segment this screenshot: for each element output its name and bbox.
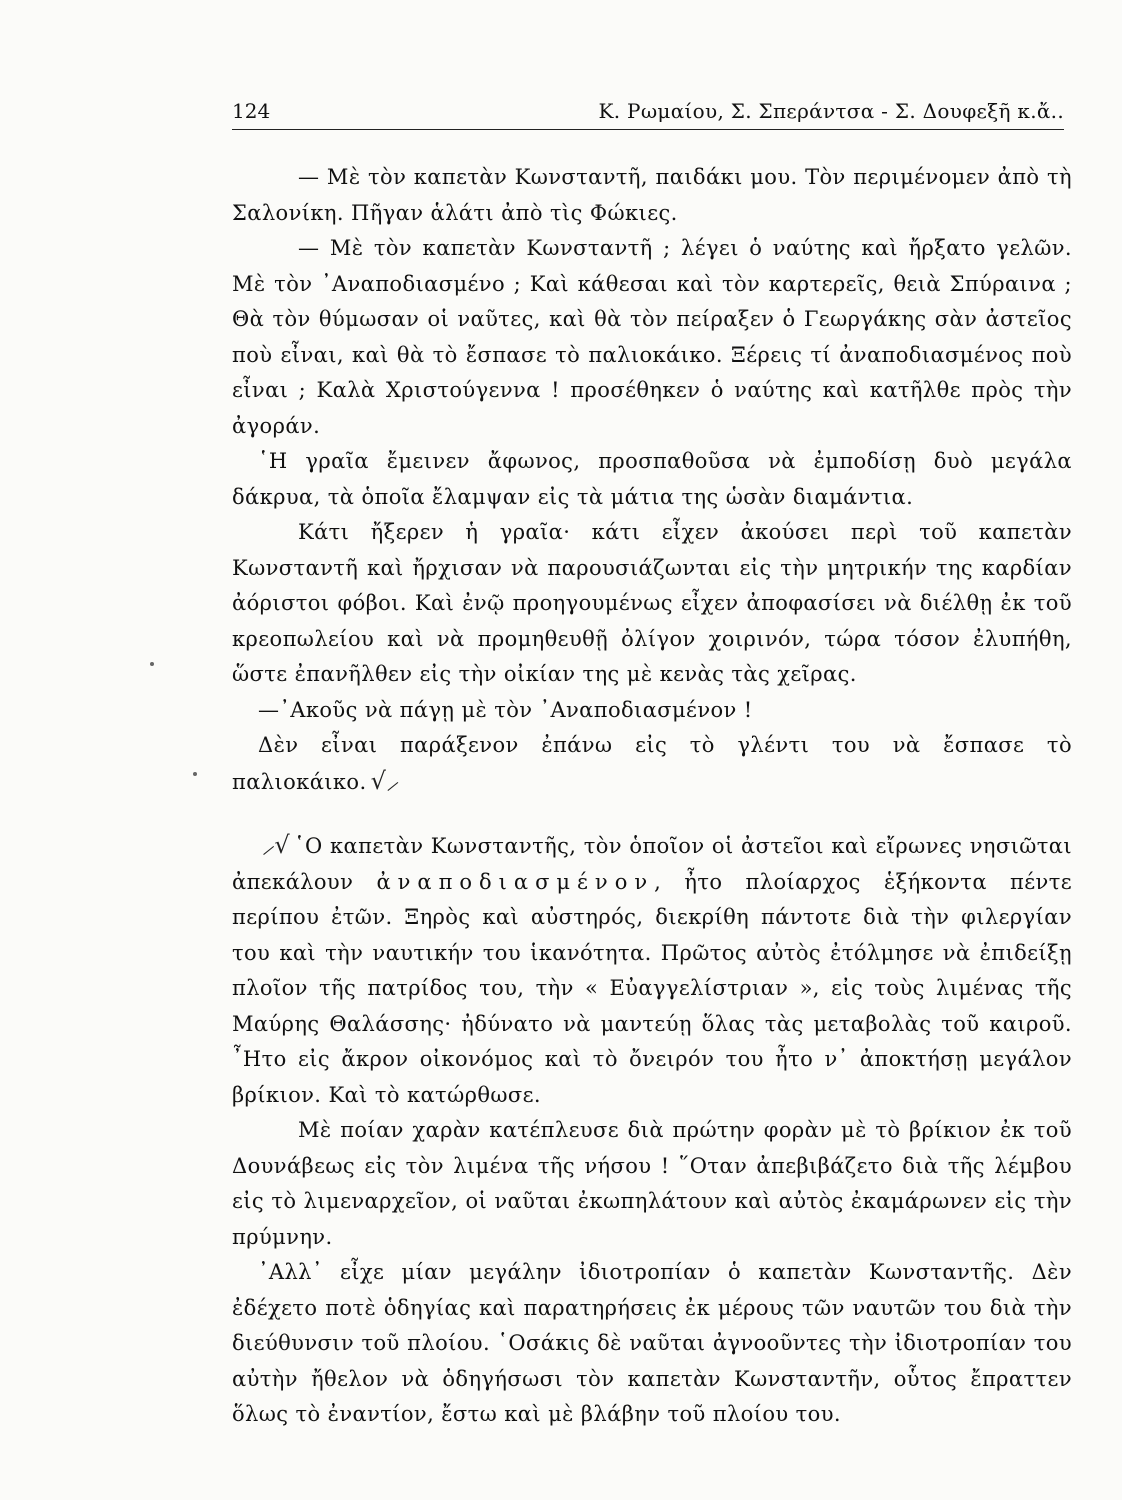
checkmark-annotation-icon: √⸝ — [370, 766, 399, 795]
print-speck-decoration — [193, 772, 197, 776]
print-speck-decoration — [150, 662, 154, 666]
paragraph-text: , ἦτο πλοίαρχος ἑξήκοντα πέντε περίπου ἐτῶν. Ξηρὸς καὶ αὐστηρός, διεκρίθη πάντοτε διὰ τὴν φιλεργίαν του καὶ τὴν ναυτικήν του ἱκανότητα. Πρῶτος αὐτὸς ἐτόλμησε νὰ ἐπιδείξῃ πλοῖον τῆς πατρίδος του, τὴν « Εὐαγγελίστριαν », εἰς τοὺς λιμένας τῆς Μαύρης Θαλάσσης· ἠδύνατο νὰ μαντεύῃ ὅλας τὰς μεταβολὰς τοῦ καιροῦ. ῏Ητο εἰς ἄκρον οἰκονόμος καὶ τὸ ὄνειρόν του ἦτο ν᾿ ἀποκτήσῃ μεγάλον βρίκιον. Καὶ τὸ κατώρθωσε. — [232, 869, 1073, 1107]
body-text — [232, 160, 1072, 1433]
paragraph — [232, 728, 1072, 800]
paragraph: —᾿Ακοῦς νὰ πάγῃ μὲ τὸν ᾿Αναποδιασμένον ! — [258, 697, 753, 722]
page-number: 124 — [232, 99, 271, 123]
paragraph: — Μὲ τὸν καπετὰν Κωνσταντῆ, παιδάκι μου. Τὸν περιμένομεν ἀπὸ τὴ Σαλονίκη. Πῆγαν ἁλάτι ἀπὸ τὶς Φώκιες. — [232, 165, 1072, 225]
checkmark-annotation-icon: ⸝√ — [262, 831, 291, 859]
paragraph-text: ῾Ο καπετὰν Κωνσταντῆς, τὸν ὁποῖον οἱ ἀστεῖοι καὶ εἴρωνες νησιῶται ἀπεκάλουν — [232, 834, 1072, 894]
paragraph: Κάτι ἤξερεν ἡ γραῖα· κάτι εἶχεν ἀκούσει περὶ τοῦ καπετὰν Κωνσταντῆ καὶ ἤρχισαν νὰ παρουσιάζωνται εἰς τὴν μητρικήν της καρδίαν ἀόριστοι φόβοι. Καὶ ἐνῷ προηγουμένως εἶχεν ἀποφασίσει νὰ διέλθῃ ἐκ τοῦ κρεοπωλείου καὶ νὰ προμηθευθῇ ὀλίγον χοιρινόν, τώρα τόσον ἐλυπήθη, ὥστε ἐπανῆλθεν εἰς τὴν οἰκίαν της μὲ κενὰς τὰς χεῖρας. — [232, 520, 1072, 686]
paragraph: ᾿Αλλ᾿ εἶχε μίαν μεγάλην ἰδιοτροπίαν ὁ καπετὰν Κωνσταντῆς. Δὲν ἐδέχετο ποτὲ ὁδηγίας καὶ παρατηρήσεις ἐκ μέρους τῶν ναυτῶν του διὰ τὴν διεύθυνσιν τοῦ πλοίου. ῾Οσάκις δὲ ναῦται ἀγνοοῦντες τὴν ἰδιοτροπίαν του αὐτὴν ἤθελον νὰ ὁδηγήσωσι τὸν καπετὰν Κωνσταντῆν, οὗτος ἔπραττεν ὅλως τὸ ἐναντίον, ἔστω καὶ μὲ βλάβην τοῦ πλοίου του. — [232, 1260, 1072, 1426]
paragraph: — Μὲ τὸν καπετὰν Κωνσταντῆ ; λέγει ὁ ναύτης καὶ ἤρξατο γελῶν. Μὲ τὸν ᾿Αναποδιασμένο ; Καὶ κάθεσαι καὶ τὸν καρτερεῖς, θειὰ Σπύραινα ; Θὰ τὸν θύμωσαν οἱ ναῦτες, καὶ θὰ τὸν πείραξεν ὁ Γεωργάκης σὰν ἀστεῖος ποὺ εἶναι, καὶ θὰ τὸ ἔσπασε τὸ παλιοκάικο. Ξέρεις τί ἀναποδιασμένος ποὺ εἶναι ; Καλὰ Χριστούγεννα ! προσέθηκεν ὁ ναύτης καὶ κατῆλθε πρὸς τὴν ἀγοράν. — [232, 236, 1072, 438]
paragraph: ῾Η γραῖα ἔμεινεν ἄφωνος, προσπαθοῦσα νὰ ἐμποδίσῃ δυὸ μεγάλα δάκρυα, τὰ ὁποῖα ἔλαμψαν εἰς τὰ μάτια της ὡσὰν διαμάντια. — [232, 449, 1072, 509]
running-head: Κ. Ρωμαίου, Σ. Σπεράντσα - Σ. Δουφεξῆ κ.ἄ.. — [598, 99, 1064, 123]
paragraph — [232, 828, 1072, 1113]
paragraph-text: Δὲν εἶναι παράξενον ἐπάνω εἰς τὸ γλέντι του νὰ ἔσπασε τὸ παλιοκάικο. — [232, 733, 1072, 794]
spaced-emphasis-word: ἀναποδιασμένον — [376, 869, 655, 894]
page-header — [232, 95, 1064, 130]
paragraph: Μὲ ποίαν χαρὰν κατέπλευσε διὰ πρώτην φορὰν μὲ τὸ βρίκιον ἐκ τοῦ Δουνάβεως εἰς τὸν λιμένα τῆς νήσου ! ῞Οταν ἀπεβιβάζετο διὰ τῆς λέμβου εἰς τὸ λιμεναρχεῖον, οἱ ναῦται ἐκωπηλάτουν καὶ αὐτὸς ἐκαμάρωνεν εἰς τὴν πρύμνην. — [232, 1118, 1072, 1249]
